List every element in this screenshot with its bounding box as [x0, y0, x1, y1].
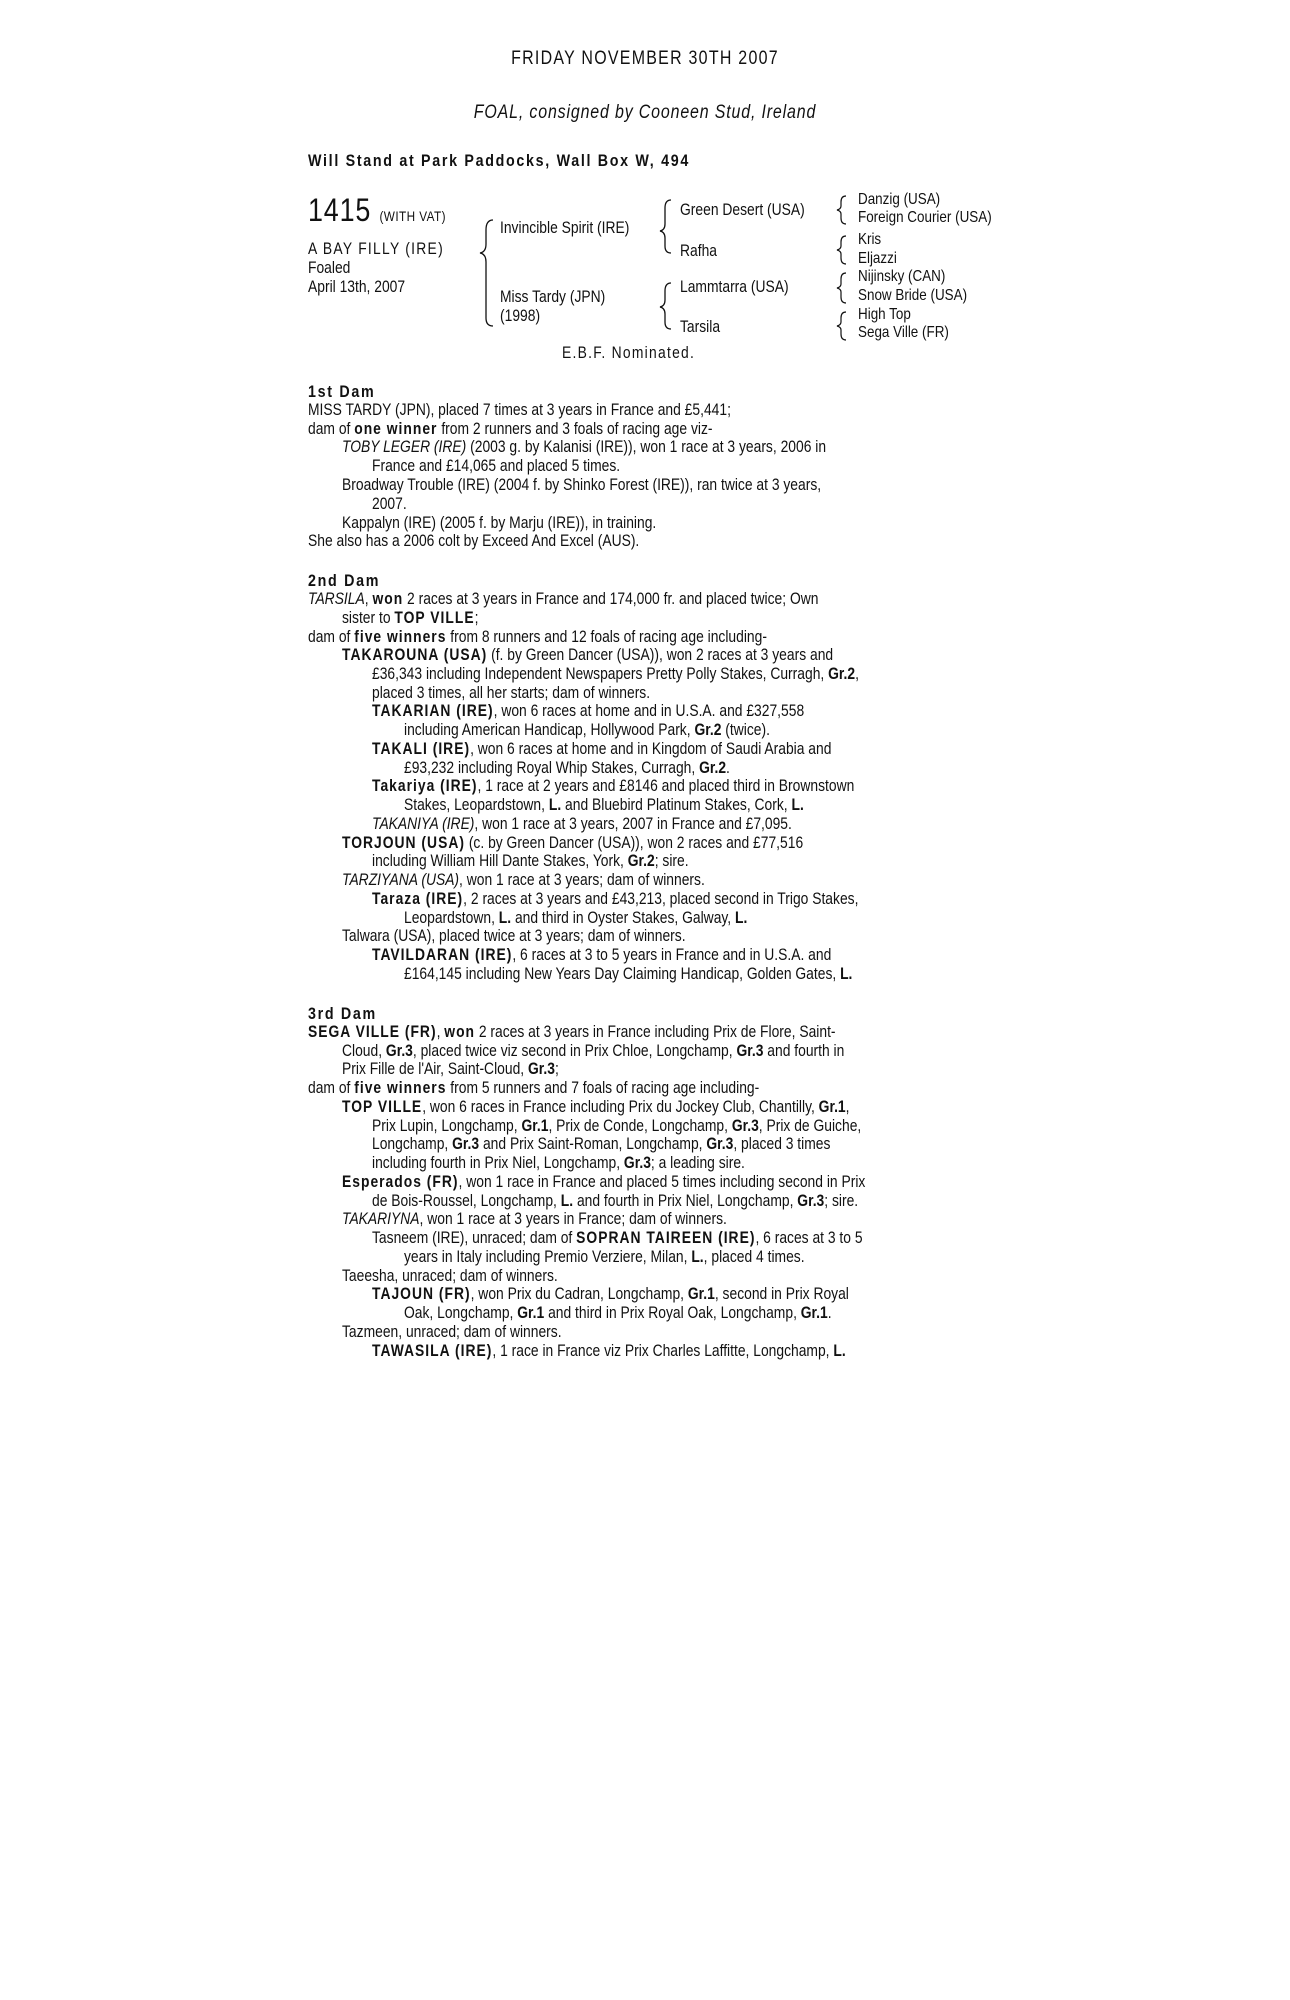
third-dam-line: TAKARIYNA, won 1 race at 3 years in France; dam of winners.	[342, 1210, 727, 1228]
pedigree-gen3-2: Foreign Courier (USA)	[858, 209, 992, 226]
foaled-label: Foaled	[308, 259, 351, 277]
pedigree-sire-dam: Rafha	[680, 242, 717, 260]
sale-date: FRIDAY NOVEMBER 30TH 2007	[511, 48, 779, 69]
pedigree-gen3-3: Kris	[858, 231, 882, 248]
third-dam-line: dam of five winners from 5 runners and 7 foals of racing age including-	[308, 1079, 760, 1097]
third-dam-line: Prix Lupin, Longchamp, Gr.1, Prix de Conde, Longchamp, Gr.3, Prix de Guiche,	[372, 1117, 862, 1135]
pedigree-gen3-4: Eljazzi	[858, 250, 897, 267]
second-dam-heading: 2nd Dam	[308, 571, 381, 590]
third-dam-line: TAJOUN (FR), won Prix du Cadran, Longchamp, Gr.1, second in Prix Royal	[372, 1285, 849, 1303]
third-dam-line: Prix Fille de l'Air, Saint-Cloud, Gr.3;	[342, 1060, 559, 1078]
second-dam-line: TAKALI (IRE), won 6 races at home and in Kingdom of Saudi Arabia and	[372, 740, 832, 758]
third-dam-line: SEGA VILLE (FR), won 2 races at 3 years in France including Prix de Flore, Saint-	[308, 1023, 836, 1041]
second-dam-line: Stakes, Leopardstown, L. and Bluebird Platinum Stakes, Cork, L.	[404, 796, 804, 814]
first-dam-line: MISS TARDY (JPN), placed 7 times at 3 years in France and £5,441;	[308, 401, 731, 419]
pedigree-dam: Miss Tardy (JPN)	[500, 288, 606, 306]
third-dam-line: Esperados (FR), won 1 race in France and placed 5 times including second in Prix	[342, 1173, 866, 1191]
first-dam-line: 2007.	[372, 495, 407, 513]
second-dam-line: TAKARIAN (IRE), won 6 races at home and in U.S.A. and £327,558	[372, 702, 805, 720]
pedigree-sire-sire: Green Desert (USA)	[680, 201, 805, 219]
horse-description: A BAY FILLY (IRE)	[308, 240, 444, 258]
stand-location: Will Stand at Park Paddocks, Wall Box W, 494	[308, 151, 690, 170]
ebf-nominated: E.B.F. Nominated.	[562, 344, 696, 362]
first-dam-line: France and £14,065 and placed 5 times.	[372, 457, 621, 475]
first-dam-line: She also has a 2006 colt by Exceed And Excel (AUS).	[308, 532, 640, 550]
second-dam-line: TAVILDARAN (IRE), 6 races at 3 to 5 years in France and in U.S.A. and	[372, 946, 832, 964]
third-dam-line: Taeesha, unraced; dam of winners.	[342, 1267, 558, 1285]
pedigree-gen3-5: Nijinsky (CAN)	[858, 268, 946, 285]
second-dam-line: £164,145 including New Years Day Claiming Handicap, Golden Gates, L.	[404, 965, 853, 983]
third-dam-line: years in Italy including Premio Verziere, Milan, L., placed 4 times.	[404, 1248, 805, 1266]
second-dam-line: TARZIYANA (USA), won 1 race at 3 years; dam of winners.	[342, 871, 705, 889]
pedigree-gen3-1: Danzig (USA)	[858, 191, 941, 208]
second-dam-line: TARSILA, won 2 races at 3 years in France and 174,000 fr. and placed twice; Own	[308, 590, 819, 608]
second-dam-line: TAKAROUNA (USA) (f. by Green Dancer (USA)), won 2 races at 3 years and	[342, 646, 834, 664]
vat-note: (WITH VAT)	[379, 208, 446, 224]
second-dam-line: TAKANIYA (IRE), won 1 race at 3 years, 2007 in France and £7,095.	[372, 815, 792, 833]
first-dam-line: Broadway Trouble (IRE) (2004 f. by Shinko Forest (IRE)), ran twice at 3 years,	[342, 476, 822, 494]
pedigree-gen3-8: Sega Ville (FR)	[858, 324, 949, 341]
third-dam-line: Oak, Longchamp, Gr.1 and third in Prix Royal Oak, Longchamp, Gr.1.	[404, 1304, 832, 1322]
second-dam-line: including William Hill Dante Stakes, York, Gr.2; sire.	[372, 852, 689, 870]
consignor-line: FOAL, consigned by Cooneen Stud, Ireland	[473, 102, 817, 123]
second-dam-line: including American Handicap, Hollywood Park, Gr.2 (twice).	[404, 721, 770, 739]
third-dam-line: Tasneem (IRE), unraced; dam of SOPRAN TAIREEN (IRE), 6 races at 3 to 5	[372, 1229, 863, 1247]
pedigree-dam-year: (1998)	[500, 307, 541, 325]
third-dam-line: TOP VILLE, won 6 races in France including Prix du Jockey Club, Chantilly, Gr.1,	[342, 1098, 850, 1116]
third-dam-line: Tazmeen, unraced; dam of winners.	[342, 1323, 562, 1341]
third-dam-line: TAWASILA (IRE), 1 race in France viz Prix Charles Laffitte, Longchamp, L.	[372, 1342, 846, 1360]
second-dam-line: Taraza (IRE), 2 races at 3 years and £43,213, placed second in Trigo Stakes,	[372, 890, 859, 908]
first-dam-line: Kappalyn (IRE) (2005 f. by Marju (IRE)), in training.	[342, 514, 657, 532]
third-dam-line: Longchamp, Gr.3 and Prix Saint-Roman, Longchamp, Gr.3, placed 3 times	[372, 1135, 831, 1153]
pedigree-gen3-7: High Top	[858, 306, 911, 323]
first-dam-heading: 1st Dam	[308, 382, 376, 401]
second-dam-line: £93,232 including Royal Whip Stakes, Curragh, Gr.2.	[404, 759, 730, 777]
second-dam-line: dam of five winners from 8 runners and 12 foals of racing age including-	[308, 628, 767, 646]
second-dam-line: Talwara (USA), placed twice at 3 years; dam of winners.	[342, 927, 686, 945]
pedigree-sire: Invincible Spirit (IRE)	[500, 219, 630, 237]
lot-number: 1415 (WITH VAT)	[308, 192, 446, 228]
pedigree-brackets	[0, 0, 1290, 380]
pedigree-dam-sire: Lammtarra (USA)	[680, 278, 789, 296]
second-dam-line: £36,343 including Independent Newspapers Pretty Polly Stakes, Curragh, Gr.2,	[372, 665, 859, 683]
second-dam-line: Leopardstown, L. and third in Oyster Stakes, Galway, L.	[404, 909, 748, 927]
third-dam-line: including fourth in Prix Niel, Longchamp, Gr.3; a leading sire.	[372, 1154, 745, 1172]
second-dam-line: TORJOUN (USA) (c. by Green Dancer (USA)), won 2 races and £77,516	[342, 834, 804, 852]
first-dam-line: dam of one winner from 2 runners and 3 foals of racing age viz-	[308, 420, 713, 438]
second-dam-line: Takariya (IRE), 1 race at 2 years and £8146 and placed third in Brownstown	[372, 777, 855, 795]
second-dam-line: placed 3 times, all her starts; dam of winners.	[372, 684, 651, 702]
third-dam-line: Cloud, Gr.3, placed twice viz second in Prix Chloe, Longchamp, Gr.3 and fourth in	[342, 1042, 845, 1060]
pedigree-gen3-6: Snow Bride (USA)	[858, 287, 968, 304]
third-dam-heading: 3rd Dam	[308, 1004, 377, 1023]
pedigree-dam-dam: Tarsila	[680, 318, 721, 336]
first-dam-line: TOBY LEGER (IRE) (2003 g. by Kalanisi (IRE)), won 1 race at 3 years, 2006 in	[342, 438, 827, 456]
third-dam-line: de Bois-Roussel, Longchamp, L. and fourth in Prix Niel, Longchamp, Gr.3; sire.	[372, 1192, 859, 1210]
foaled-date: April 13th, 2007	[308, 278, 406, 296]
second-dam-line: sister to TOP VILLE;	[342, 609, 479, 627]
